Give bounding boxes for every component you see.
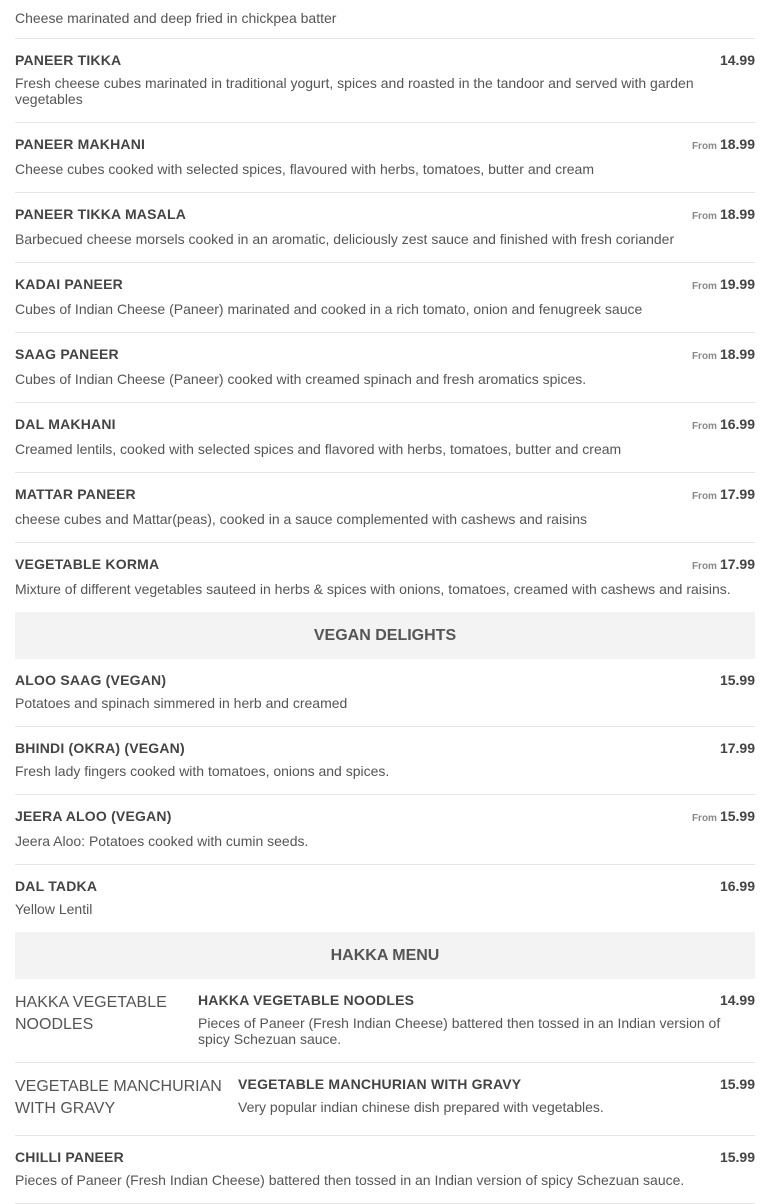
menu-item[interactable] xyxy=(15,865,755,932)
item-price-group xyxy=(692,136,755,154)
from-label: From xyxy=(691,491,717,502)
item-name: PANEER TIKKA xyxy=(15,52,122,68)
menu-item[interactable] xyxy=(15,727,755,795)
item-price: 16.99 xyxy=(719,878,755,894)
menu-item[interactable] xyxy=(15,123,755,193)
item-name: CHILLI PANEER xyxy=(15,1149,124,1165)
item-price: 15.99 xyxy=(719,808,755,824)
from-label: From xyxy=(691,561,717,572)
item-description: Pieces of Paneer (Fresh Indian Cheese) battered then tossed in an Indian version of spicy Schezuan sauce. xyxy=(198,1015,721,1047)
item-price: 18.99 xyxy=(719,206,755,222)
item-description: Pieces of Paneer (Fresh Indian Cheese) battered then tossed in an Indian version of spicy Schezuan sauce. xyxy=(15,1172,685,1188)
item-description: Potatoes and spinach simmered in herb and creamed xyxy=(15,695,348,711)
item-name: BHINDI (OKRA) (VEGAN) xyxy=(15,740,185,756)
item-name: VEGETABLE KORMA xyxy=(15,556,160,572)
section-header-hakka: HAKKA MENU xyxy=(15,932,755,979)
item-image-alt: VEGETABLE MANCHURIAN WITH GRAVY xyxy=(15,1078,222,1117)
menu-item[interactable] xyxy=(15,333,755,403)
menu-item[interactable] xyxy=(15,193,755,263)
item-description: Jeera Aloo: Potatoes cooked with cumin seeds. xyxy=(15,833,309,849)
item-price-group xyxy=(692,808,755,826)
item-price: 16.99 xyxy=(719,416,755,432)
item-price-group xyxy=(692,556,755,574)
item-name: DAL MAKHANI xyxy=(15,416,116,432)
item-price-group xyxy=(692,346,755,364)
item-name: PANEER MAKHANI xyxy=(15,136,146,152)
paneer-list xyxy=(15,39,755,612)
item-description: Creamed lentils, cooked with selected spices and flavored with herbs, tomatoes, butter and cream xyxy=(15,441,622,457)
item-description: Cubes of Indian Cheese (Paneer) marinated and cooked in a rich tomato, onion and fenugreek sauce xyxy=(15,301,643,317)
item-price: 18.99 xyxy=(719,346,755,362)
vegan-list xyxy=(15,659,755,932)
menu-item[interactable] xyxy=(15,403,755,473)
item-name: VEGETABLE MANCHURIAN WITH GRAVY xyxy=(238,1076,522,1092)
item-name: KADAI PANEER xyxy=(15,276,123,292)
item-price-group xyxy=(692,416,755,434)
item-name: HAKKA VEGETABLE NOODLES xyxy=(198,992,415,1008)
from-label: From xyxy=(691,813,717,824)
item-price: 17.99 xyxy=(719,556,755,572)
from-label: From xyxy=(691,351,717,362)
menu-item-with-image[interactable] xyxy=(15,979,755,1063)
hakka-list xyxy=(15,979,755,1204)
item-name: JEERA ALOO (VEGAN) xyxy=(15,808,172,824)
from-label: From xyxy=(691,281,717,292)
item-image-alt: HAKKA VEGETABLE NOODLES xyxy=(15,994,167,1033)
menu-item[interactable] xyxy=(15,473,755,543)
item-price-group xyxy=(692,206,755,224)
from-label: From xyxy=(691,211,717,222)
item-description: Cheese cubes cooked with selected spices, flavoured with herbs, tomatoes, butter and cream xyxy=(15,161,594,177)
item-price: 15.99 xyxy=(719,1076,755,1092)
item-price: 18.99 xyxy=(719,136,755,152)
item-price-group xyxy=(692,486,755,504)
broken-image-placeholder xyxy=(15,992,198,1047)
item-name: ALOO SAAG (VEGAN) xyxy=(15,672,167,688)
broken-image-placeholder xyxy=(15,1076,238,1120)
item-price: 17.99 xyxy=(719,486,755,502)
menu-item[interactable] xyxy=(15,543,755,612)
item-name: DAL TADKA xyxy=(15,878,98,894)
item-description: cheese cubes and Mattar(peas), cooked in a sauce complemented with cashews and raisins xyxy=(15,511,587,527)
item-description: Yellow Lentil xyxy=(15,901,93,917)
item-description: Barbecued cheese morsels cooked in an aromatic, deliciously zest sauce and finished with fresh coriander xyxy=(15,231,675,247)
menu-item[interactable] xyxy=(15,1136,755,1204)
from-label: From xyxy=(691,421,717,432)
menu-item[interactable] xyxy=(15,795,755,865)
item-description: Mixture of different vegetables sauteed in herbs & spices with onions, tomatoes, creamed with cashews and raisins. xyxy=(15,581,731,597)
item-description: Cheese marinated and deep fried in chickpea batter xyxy=(15,0,755,39)
section-header-vegan: VEGAN DELIGHTS xyxy=(15,612,755,659)
item-price: 19.99 xyxy=(719,276,755,292)
item-price: 15.99 xyxy=(719,672,755,688)
menu-page xyxy=(15,0,755,1204)
menu-item[interactable] xyxy=(15,263,755,333)
item-price: 14.99 xyxy=(719,52,755,68)
menu-item-with-image[interactable] xyxy=(15,1063,755,1136)
item-description: Cubes of Indian Cheese (Paneer) cooked with creamed spinach and fresh aromatics spices. xyxy=(15,371,587,387)
item-name: SAAG PANEER xyxy=(15,346,119,362)
item-description: Fresh cheese cubes marinated in traditional yogurt, spices and roasted in the tandoor and served with garden vegetables xyxy=(15,75,694,107)
item-name: PANEER TIKKA MASALA xyxy=(15,206,187,222)
item-price: 17.99 xyxy=(719,740,755,756)
item-price: 15.99 xyxy=(719,1149,755,1165)
from-label: From xyxy=(691,141,717,152)
item-price: 14.99 xyxy=(719,992,755,1008)
item-name: MATTAR PANEER xyxy=(15,486,136,502)
menu-item[interactable] xyxy=(15,659,755,727)
item-description: Very popular indian chinese dish prepared with vegetables. xyxy=(238,1099,604,1115)
item-price-group xyxy=(692,276,755,294)
item-description: Fresh lady fingers cooked with tomatoes, onions and spices. xyxy=(15,763,390,779)
menu-item[interactable] xyxy=(15,39,755,123)
